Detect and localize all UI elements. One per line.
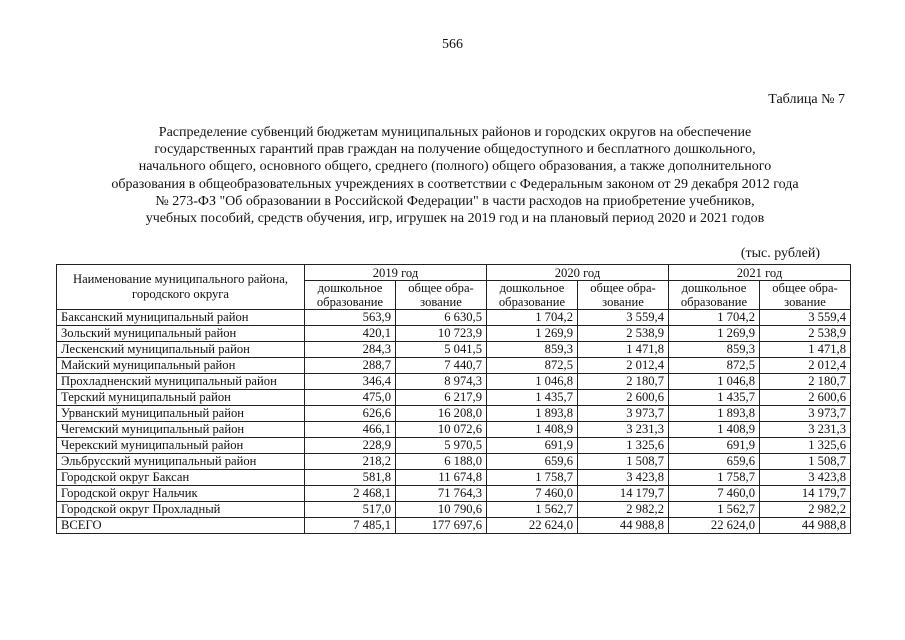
cell-value: 1 704,2 <box>669 310 760 326</box>
header-text: зование <box>784 295 826 309</box>
cell-value: 2 600,6 <box>578 390 669 406</box>
subvention-table <box>56 264 851 534</box>
cell-value: 1 704,2 <box>487 310 578 326</box>
header-text: общее обра- <box>590 281 656 295</box>
header-text: общее обра- <box>408 281 474 295</box>
cell-value: 22 624,0 <box>669 518 760 534</box>
row-name: Городской округ Баксан <box>57 470 305 486</box>
cell-value: 228,9 <box>305 438 396 454</box>
cell-value: 1 508,7 <box>578 454 669 470</box>
cell-value: 2 012,4 <box>578 358 669 374</box>
row-name: Баксанский муниципальный район <box>57 310 305 326</box>
title-line: государственных гарантий прав граждан на получение общедоступного и бесплатного дошкольного, <box>154 142 756 158</box>
cell-value: 22 624,0 <box>487 518 578 534</box>
cell-value: 859,3 <box>669 342 760 358</box>
cell-value: 691,9 <box>669 438 760 454</box>
column-header-preschool <box>487 281 578 310</box>
table-label: Таблица № 7 <box>768 92 845 107</box>
cell-value: 288,7 <box>305 358 396 374</box>
cell-value: 563,9 <box>305 310 396 326</box>
cell-value: 3 973,7 <box>578 406 669 422</box>
cell-value: 7 440,7 <box>396 358 487 374</box>
row-name: Зольский муниципальный район <box>57 326 305 342</box>
cell-value: 691,9 <box>487 438 578 454</box>
row-name: Лескенский муниципальный район <box>57 342 305 358</box>
cell-value: 466,1 <box>305 422 396 438</box>
cell-value: 14 179,7 <box>760 486 851 502</box>
cell-value: 5 041,5 <box>396 342 487 358</box>
table-row <box>57 310 851 326</box>
cell-value: 1 893,8 <box>487 406 578 422</box>
cell-value: 517,0 <box>305 502 396 518</box>
row-name: Урванский муниципальный район <box>57 406 305 422</box>
cell-value: 7 460,0 <box>487 486 578 502</box>
column-header-year: 2020 год <box>487 265 669 281</box>
cell-value: 14 179,7 <box>578 486 669 502</box>
cell-value: 3 231,3 <box>760 422 851 438</box>
cell-value: 2 982,2 <box>578 502 669 518</box>
units-label: (тыс. рублей) <box>740 246 820 261</box>
cell-value: 1 471,8 <box>760 342 851 358</box>
cell-value: 2 600,6 <box>760 390 851 406</box>
cell-value: 1 471,8 <box>578 342 669 358</box>
cell-value: 659,6 <box>487 454 578 470</box>
table-row <box>57 486 851 502</box>
cell-value: 1 562,7 <box>669 502 760 518</box>
cell-value: 859,3 <box>487 342 578 358</box>
cell-value: 1 325,6 <box>760 438 851 454</box>
cell-value: 3 423,8 <box>760 470 851 486</box>
column-header-preschool <box>669 281 760 310</box>
cell-value: 7 460,0 <box>669 486 760 502</box>
cell-value: 218,2 <box>305 454 396 470</box>
header-text: дошкольное <box>681 281 747 295</box>
header-text: дошкольное <box>317 281 383 295</box>
table-row <box>57 358 851 374</box>
table-row <box>57 326 851 342</box>
cell-value: 1 508,7 <box>760 454 851 470</box>
cell-value: 1 435,7 <box>487 390 578 406</box>
cell-value: 7 485,1 <box>305 518 396 534</box>
header-text: зование <box>602 295 644 309</box>
column-header-preschool <box>305 281 396 310</box>
table-row <box>57 342 851 358</box>
cell-value: 420,1 <box>305 326 396 342</box>
cell-value: 346,4 <box>305 374 396 390</box>
cell-value: 659,6 <box>669 454 760 470</box>
cell-value: 6 217,9 <box>396 390 487 406</box>
document-title <box>100 124 810 227</box>
column-header-general <box>578 281 669 310</box>
title-line: № 273-ФЗ "Об образовании в Российской Федерации" в части расходов на приобретение учебников, <box>155 193 755 209</box>
cell-value: 6 188,0 <box>396 454 487 470</box>
title-line: учебных пособий, средств обучения, игр, игрушек на 2019 год и на плановый период 2020 и 2021 годов <box>145 211 765 227</box>
row-name: Прохладненский муниципальный район <box>57 374 305 390</box>
cell-value: 2 982,2 <box>760 502 851 518</box>
row-name: Черекский муниципальный район <box>57 438 305 454</box>
row-name: Эльбрусский муниципальный район <box>57 454 305 470</box>
cell-value: 16 208,0 <box>396 406 487 422</box>
column-header-general <box>396 281 487 310</box>
column-header-name <box>57 265 305 310</box>
cell-value: 1 046,8 <box>669 374 760 390</box>
table-row <box>57 406 851 422</box>
table-row <box>57 454 851 470</box>
cell-value: 1 408,9 <box>487 422 578 438</box>
cell-value: 177 697,6 <box>396 518 487 534</box>
cell-value: 44 988,8 <box>760 518 851 534</box>
header-text: зование <box>420 295 462 309</box>
column-header-year: 2021 год <box>669 265 851 281</box>
column-header-year: 2019 год <box>305 265 487 281</box>
row-name: Городской округ Прохладный <box>57 502 305 518</box>
cell-value: 2 180,7 <box>578 374 669 390</box>
cell-value: 8 974,3 <box>396 374 487 390</box>
cell-value: 1 046,8 <box>487 374 578 390</box>
header-text: образование <box>498 295 566 309</box>
cell-value: 1 408,9 <box>669 422 760 438</box>
cell-value: 3 973,7 <box>760 406 851 422</box>
cell-value: 3 559,4 <box>760 310 851 326</box>
column-header-general <box>760 281 851 310</box>
header-row-years <box>57 265 851 281</box>
cell-value: 71 764,3 <box>396 486 487 502</box>
cell-value: 1 758,7 <box>487 470 578 486</box>
cell-value: 1 758,7 <box>669 470 760 486</box>
total-row <box>57 518 851 534</box>
row-name: Майский муниципальный район <box>57 358 305 374</box>
cell-value: 1 562,7 <box>487 502 578 518</box>
header-text: образование <box>680 295 748 309</box>
cell-value: 3 231,3 <box>578 422 669 438</box>
cell-value: 6 630,5 <box>396 310 487 326</box>
cell-value: 1 893,8 <box>669 406 760 422</box>
page-number: 566 <box>442 37 463 52</box>
cell-value: 10 723,9 <box>396 326 487 342</box>
header-text: дошкольное <box>499 281 565 295</box>
table-row <box>57 422 851 438</box>
title-line: Распределение субвенций бюджетам муниципальных районов и городских округов на обеспечение <box>158 125 752 140</box>
table-row <box>57 390 851 406</box>
cell-value: 44 988,8 <box>578 518 669 534</box>
header-text: общее обра- <box>772 281 838 295</box>
cell-value: 872,5 <box>487 358 578 374</box>
table-row <box>57 374 851 390</box>
cell-value: 872,5 <box>669 358 760 374</box>
cell-value: 1 269,9 <box>487 326 578 342</box>
cell-value: 1 325,6 <box>578 438 669 454</box>
cell-value: 5 970,5 <box>396 438 487 454</box>
header-text: образование <box>316 295 384 309</box>
title-line: начального общего, основного общего, среднего (полного) общего образования, а также дополнительного <box>138 159 772 175</box>
cell-value: 10 072,6 <box>396 422 487 438</box>
column-header-name-line: Наименование муниципального района, <box>72 272 289 286</box>
cell-value: 2 538,9 <box>760 326 851 342</box>
cell-value: 2 538,9 <box>578 326 669 342</box>
row-name: Городской округ Нальчик <box>57 486 305 502</box>
row-name: ВСЕГО <box>57 518 305 534</box>
cell-value: 3 423,8 <box>578 470 669 486</box>
cell-value: 626,6 <box>305 406 396 422</box>
table-row <box>57 470 851 486</box>
table-row <box>57 502 851 518</box>
cell-value: 3 559,4 <box>578 310 669 326</box>
title-line: образования в общеобразовательных учреждениях в соответствии с Федеральным законом от 29 декабря 2012 года <box>111 176 799 192</box>
cell-value: 475,0 <box>305 390 396 406</box>
row-name: Терский муниципальный район <box>57 390 305 406</box>
table-row <box>57 438 851 454</box>
cell-value: 284,3 <box>305 342 396 358</box>
cell-value: 2 468,1 <box>305 486 396 502</box>
cell-value: 2 180,7 <box>760 374 851 390</box>
cell-value: 11 674,8 <box>396 470 487 486</box>
cell-value: 10 790,6 <box>396 502 487 518</box>
cell-value: 581,8 <box>305 470 396 486</box>
row-name: Чегемский муниципальный район <box>57 422 305 438</box>
column-header-name-line: городского округа <box>131 287 230 301</box>
cell-value: 1 435,7 <box>669 390 760 406</box>
cell-value: 1 269,9 <box>669 326 760 342</box>
cell-value: 2 012,4 <box>760 358 851 374</box>
